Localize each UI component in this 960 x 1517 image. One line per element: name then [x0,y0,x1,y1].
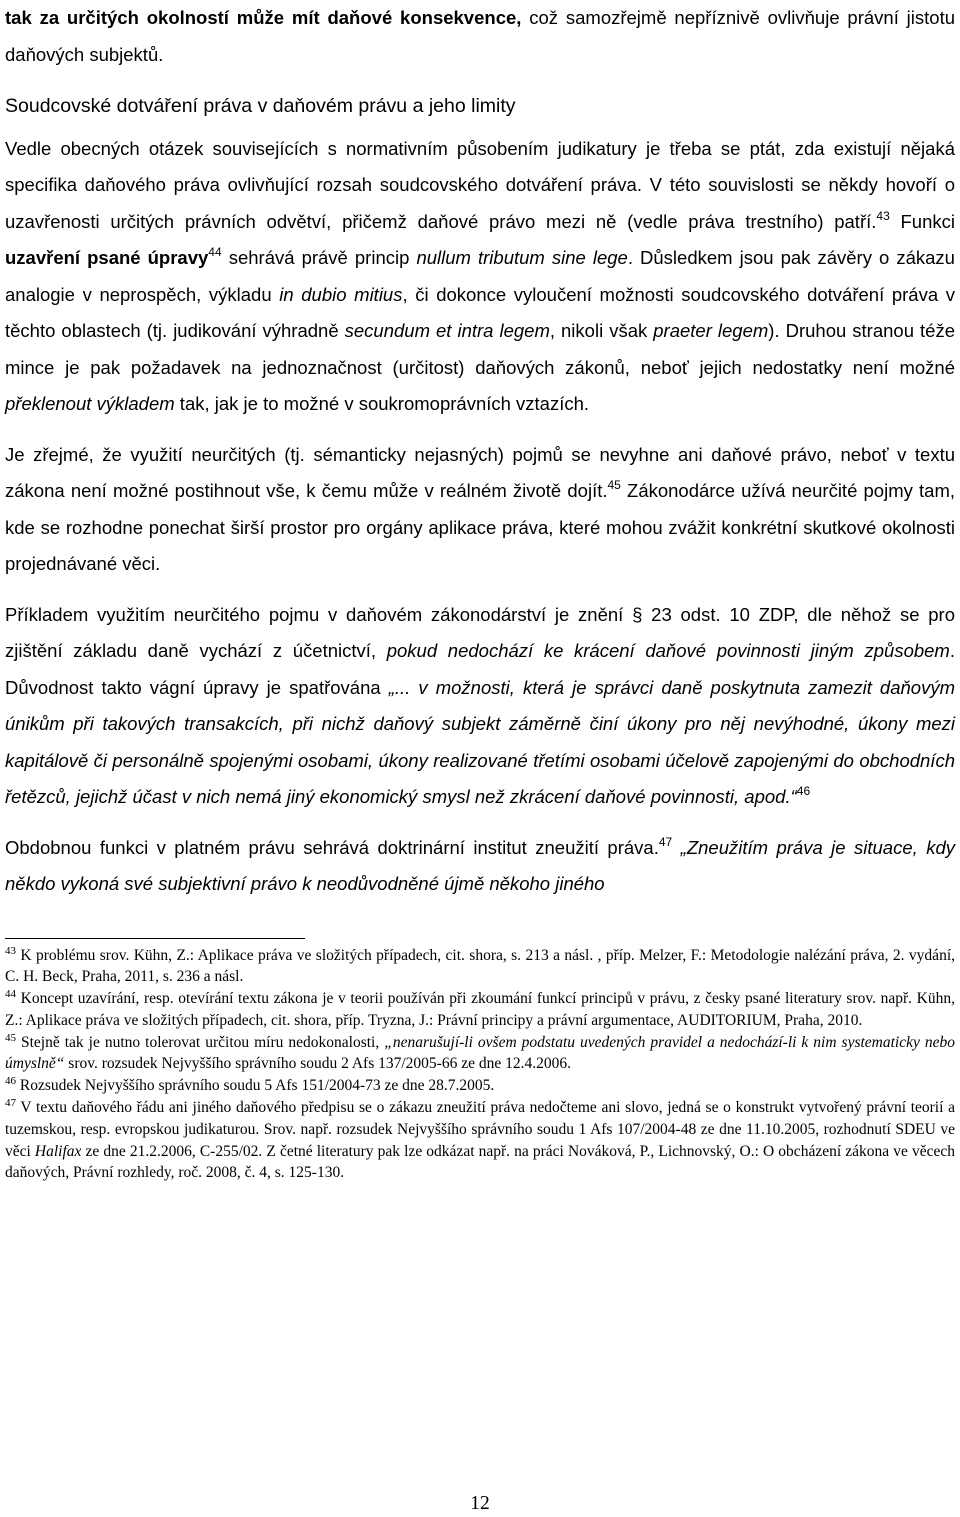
footnote-ref-45[interactable]: 45 [607,478,621,492]
top-paragraph [5,0,955,73]
text-run: Vedle obecných otázek souvisejících s normativním působením judikatury je třeba se ptát, zda existují nějaká specifika daňového práva ovlivňující rozsah soudcovského dotváření práva. V této souvislosti se někdy hovoří o uzavřenosti určitých právních odvětví, přičemž daňové právo mezi ně (vedle práva trestního) patří. [5,137,955,232]
footnote-47 [5,1097,955,1184]
text-run: Funkci [889,210,955,232]
italic-quote: „... v možnosti, která je správci daně poskytnuta zamezit daňovým únikům při takových transakcích, při nichž daňový subjekt záměrně činí úkony pro něj nevýhodné, úkony mezi kapitálově či personálně spojenými osobami, úkony realizované třetími osobami účelově zapojenými do obchodních řetězců, jejichž účast v nich nemá jiný ekonomický smysl než zkrácení daňové povinnosti, apod.“ [5,676,955,807]
footnote-ref-46[interactable]: 46 [796,784,811,798]
footnote-number: 47 [5,1097,16,1110]
text-run: Zákonodárce užívá neurčité pojmy tam, kde se rozhodne ponechat širší prostor pro orgány aplikace práva, které mohou zvážit konkrétní skutkové okolnosti projednávané věci. [5,480,956,574]
footnote-text: ze dne 21.2.2006, C-255/02. Z četné literatury pak lze odkázat např. na práci Nováková, P., Lichnovský, O.: O obcházení zákona ve věcech daňových, Právní rozhledy, roč. 2008, č. 4, s. 125-130. [5,1142,955,1182]
text-run: , či dokonce vyloučení možnosti soudcovského dotváření práva v těchto oblastech (tj. judikování výhradně [5,283,955,341]
text-run: . Důvodnost takto vágní úpravy je spatřována [5,640,955,698]
footnote-text: K problému srov. Kühn, Z.: Aplikace práva ve složitých případech, cit. shora, s. 213 a násl. , příp. Melzer, F.: Metodologie nalézání práva, 2. vydání, C. H. Beck, Praha, 2011, s. 236 a násl. [5,946,955,986]
footnote-number: 46 [5,1075,16,1088]
footnote-text: Stejně tak je nutno tolerovat určitou míru nedokonalosti, [16,1033,385,1051]
text-run: ). Druhou stranou téže mince je pak požadavek na jednoznačnost (určitost) daňových zákonů, neboť jejich nedostatky není možné [5,320,955,378]
footnote-44 [5,988,955,1032]
footnote-46 [5,1075,955,1097]
paragraph-3 [5,597,955,816]
footnote-43 [5,945,955,989]
footnote-separator [5,938,305,939]
italic-text: pokud nedochází ke krácení daňové povinnosti jiným způsobem [386,640,950,661]
text-run: , nikoli však [549,320,654,341]
text-run: Je zřejmé, že využití neurčitých (tj. sémanticky nejasných) pojmů se nevyhne ani daňové právo, neboť v textu zákona není možné postihnout vše, k čemu může v reálném životě dojít. [5,443,955,501]
footnote-ref-47[interactable]: 47 [658,834,673,849]
paragraph-4 [5,830,955,903]
text-run: sehrává právě princip [221,247,417,268]
text-run: což samozřejmě nepříznivě ovlivňuje právní jistotu daňových subjektů. [5,7,956,65]
italic-quote: „Zneužitím práva je situace, kdy někdo vykoná své subjektivní právo k neodůvodněné újmě někoho jiného [5,836,955,894]
paragraph-2 [5,437,955,583]
footnote-45 [5,1032,955,1076]
footnote-number: 43 [5,944,16,957]
footnote-number: 44 [5,988,16,1001]
paragraph-1 [5,131,955,423]
footnote-text: V textu daňového řádu ani jiného daňového předpisu se o zákazu zneužití práva nedočteme ani slovo, jedná se o konstrukt vytvořený právní teorií a tuzemskou, resp. evropskou judikaturou. Srov. např. rozsudek Nejvyššího správního soudu 1 Afs 107/2004-48 ze dne 11.10.2005, rozhodnutí SDEU ve věci [5,1099,955,1160]
footnote-text: Koncept uzavírání, resp. otevírání textu zákona je v teorii používán při zkoumání funkcí principů v právu, z česky psané literatury srov. např. Kühn, Z.: Aplikace práva ve složitých případech, cit. shora, příp. Tryzna, J.: Právní principy a právní argumentace, AUDITORIUM, Praha, 2010. [5,990,955,1029]
footnote-number: 45 [5,1031,16,1044]
footnote-ref-43[interactable]: 43 [876,208,890,223]
italic-text: secundum et intra legem [344,320,550,341]
footnote-ref-44[interactable]: 44 [208,245,222,259]
footnote-text: srov. rozsudek Nejvyššího správního soudu 2 Afs 137/2005-66 ze dne 12.4.2006. [64,1055,571,1073]
bold-text: uzavření psané úpravy [5,247,209,268]
text-run: . Důsledkem jsou pak závěry o zákazu analogie v neprospěch, výkladu [5,247,955,305]
italic-quote: „nenarušují-li ovšem podstatu uvedených pravidel a nedochází-li k nim systematicky nebo úmyslně“ [5,1033,955,1073]
text-run: Příkladem využitím neurčitého pojmu v daňovém zákonodárství je znění § 23 odst. 10 ZDP, dle něhož se pro zjištění základu daně vychází z účetnictví, [5,603,955,661]
section-heading: Soudcovské dotváření práva v daňovém právu a jeho limity [5,95,516,117]
document-page [5,0,955,1184]
footnote-text: Rozsudek Nejvyššího správního soudu 5 Afs 151/2004-73 ze dne 28.7.2005. [16,1077,495,1095]
text-run: Obdobnou funkci v platném právu sehrává doktrinární institut zneužití práva. [5,836,659,858]
italic-text: překlenout výkladem [5,393,175,414]
italic-text: in dubio mitius [279,283,403,305]
text-run: tak, jak je to možné v soukromoprávních vztazích. [174,393,590,414]
italic-text: nullum tributum sine lege [416,247,628,268]
bold-text: tak za určitých okolností může mít daňové konsekvence, [5,7,522,28]
italic-text: praeter legem [653,320,769,341]
page-number: 12 [470,1493,490,1514]
italic-text: Halifax [34,1142,82,1160]
